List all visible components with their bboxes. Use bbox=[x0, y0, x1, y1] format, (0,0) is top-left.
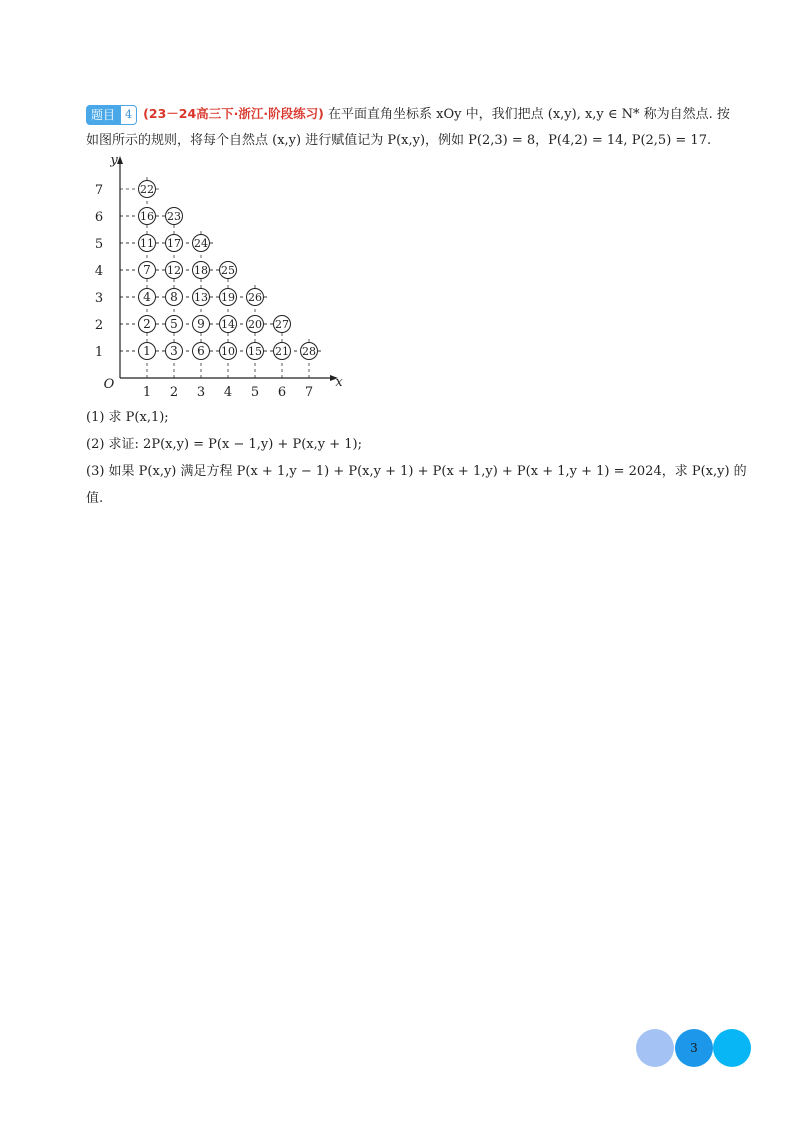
point-value: 6 bbox=[197, 344, 205, 358]
question-2: (2) 求证: 2P(x,y) = P(x − 1,y) + P(x,y + 1); bbox=[86, 437, 362, 452]
point-value: 3 bbox=[170, 344, 178, 358]
point-value: 20 bbox=[248, 318, 262, 331]
problem-tag-label: 题目 bbox=[86, 105, 120, 125]
y-tick-label: 4 bbox=[94, 264, 104, 279]
page-footer bbox=[636, 1028, 752, 1068]
problem-line-2: 如图所示的规则，将每个自然点 (x,y) 进行赋值记为 P(x,y)，例如 P(2,3) = 8，P(4,2) = 14, P(2,5) = 17. bbox=[86, 133, 712, 148]
point-value: 25 bbox=[221, 264, 235, 277]
point-value: 27 bbox=[275, 318, 289, 331]
point-value: 4 bbox=[143, 290, 151, 304]
y-tick-label: 1 bbox=[94, 345, 104, 360]
point-value: 14 bbox=[221, 318, 235, 331]
x-tick-label: 3 bbox=[196, 385, 206, 398]
y-tick-label: 2 bbox=[94, 318, 104, 333]
x-tick-label: 4 bbox=[223, 385, 233, 398]
x-tick-label: 2 bbox=[169, 385, 179, 398]
footer-circle-left bbox=[636, 1029, 674, 1067]
point-value: 26 bbox=[248, 291, 262, 304]
point-value: 5 bbox=[170, 317, 178, 331]
x-axis-label: x bbox=[335, 375, 343, 390]
point-value: 7 bbox=[143, 263, 151, 277]
point-value: 22 bbox=[140, 183, 154, 196]
problem-source: (23－24高三下·浙江·阶段练习) bbox=[143, 106, 324, 121]
page-number: 3 bbox=[690, 1041, 698, 1055]
problem-statement bbox=[86, 101, 730, 154]
point-value: 23 bbox=[167, 210, 181, 223]
point-value: 11 bbox=[140, 237, 154, 250]
origin-label: O bbox=[103, 377, 115, 392]
x-tick-label: 7 bbox=[304, 385, 314, 398]
y-axis-arrow bbox=[117, 156, 123, 164]
point-value: 18 bbox=[194, 264, 208, 277]
question-3-line-1: (3) 如果 P(x,y) 满足方程 P(x + 1,y − 1) + P(x,y + 1) + P(x + 1,y) + P(x + 1,y + 1) = 2024，求 P(x,y) 的 bbox=[86, 464, 747, 479]
point-value: 12 bbox=[167, 264, 181, 277]
y-tick-label: 7 bbox=[94, 183, 104, 198]
point-value: 16 bbox=[140, 210, 154, 223]
point-value: 19 bbox=[221, 291, 235, 304]
footer-circle-right bbox=[713, 1029, 751, 1067]
point-value: 21 bbox=[275, 345, 289, 358]
problem-number: 4 bbox=[120, 105, 137, 125]
point-value: 1 bbox=[143, 344, 151, 358]
point-value: 15 bbox=[248, 345, 262, 358]
x-tick-label: 6 bbox=[277, 385, 287, 398]
question-1: (1) 求 P(x,1); bbox=[86, 410, 169, 425]
x-tick-label: 5 bbox=[250, 385, 260, 398]
y-tick-label: 6 bbox=[94, 210, 104, 225]
coordinate-figure bbox=[86, 152, 346, 398]
point-value: 2 bbox=[143, 317, 151, 331]
problem-tag bbox=[86, 105, 137, 125]
y-axis-label: y bbox=[110, 153, 118, 168]
y-tick-label: 3 bbox=[94, 291, 104, 306]
problem-line-1 bbox=[86, 101, 730, 128]
point-value: 24 bbox=[194, 237, 208, 250]
point-value: 10 bbox=[221, 345, 235, 358]
point-value: 8 bbox=[170, 290, 178, 304]
question-3-line-2: 值. bbox=[86, 491, 104, 506]
point-value: 28 bbox=[302, 345, 316, 358]
y-tick-label: 5 bbox=[94, 237, 104, 252]
point-value: 17 bbox=[167, 237, 181, 250]
point-value: 13 bbox=[194, 291, 208, 304]
problem-text-1: 在平面直角坐标系 xOy 中，我们把点 (x,y), x,y ∈ N* 称为自然点. 按 bbox=[328, 107, 730, 122]
point-value: 9 bbox=[197, 317, 205, 331]
x-tick-label: 1 bbox=[142, 385, 152, 398]
